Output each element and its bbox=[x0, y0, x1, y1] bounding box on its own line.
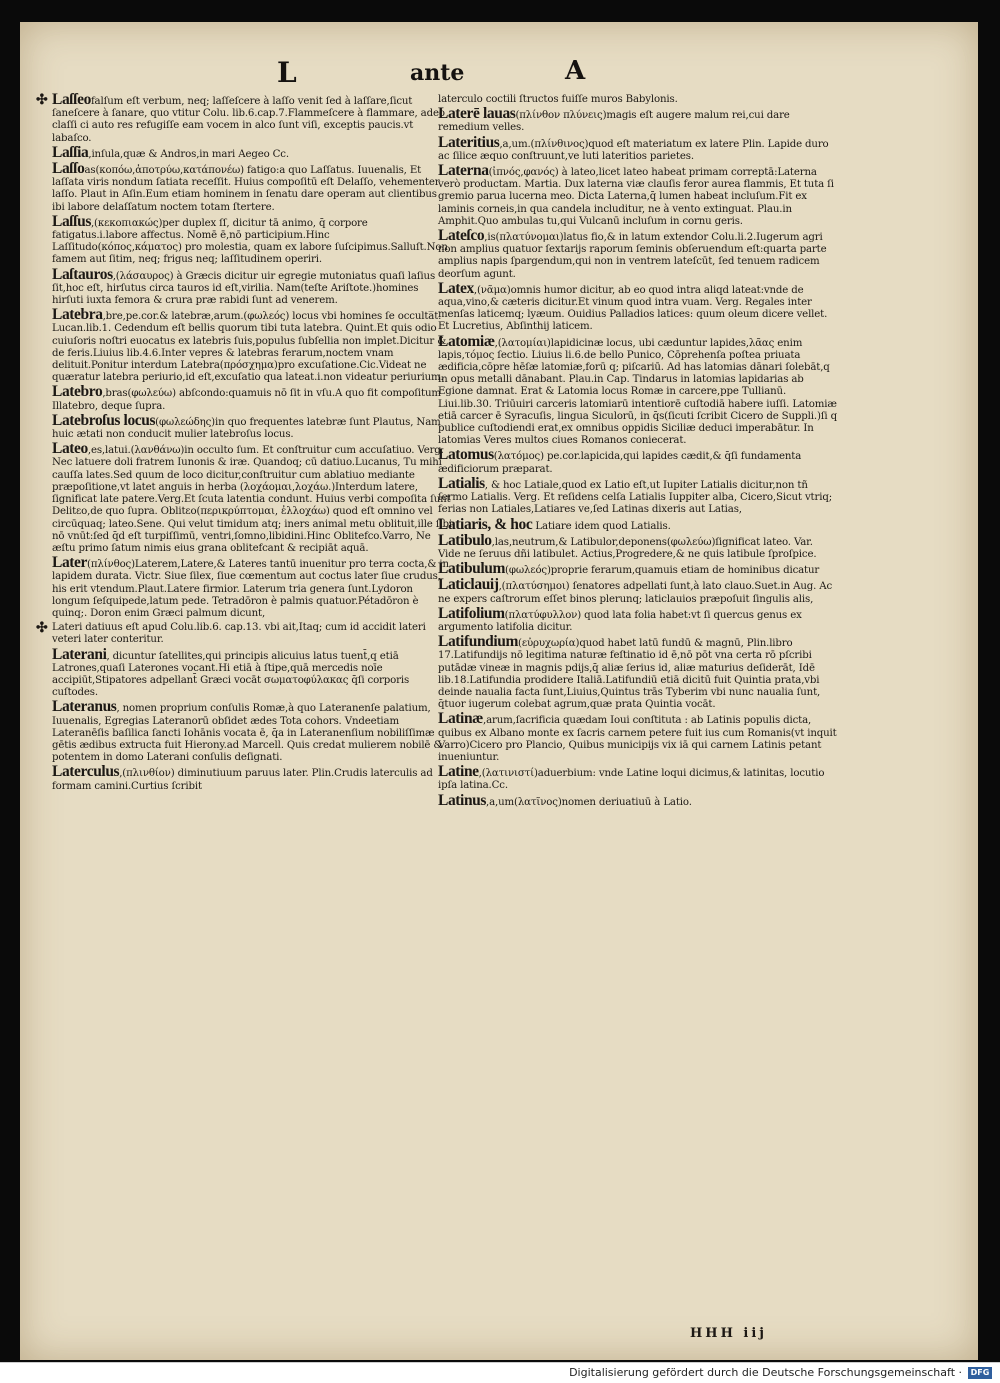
dictionary-entry bbox=[438, 162, 838, 228]
entry-headword: Lateo bbox=[52, 440, 88, 458]
entry-headword: Latebra bbox=[52, 306, 103, 324]
book-page bbox=[20, 22, 978, 1360]
entry-headword: Latinus bbox=[438, 791, 487, 809]
entry-text: ,arum,ſacrificia quædam Ioui conſtituta : ab Latinis populis dicta, quibus ex Albano monte ex ſacris carnem petere fuit ius cum Romanis(vt inquit Varro)Cicero pro Plancio, Quibus municipijs vix iā qui carnem Latinis petant inueniuntur. bbox=[438, 715, 837, 763]
dictionary-entry bbox=[438, 531, 838, 561]
dictionary-entry bbox=[438, 710, 838, 764]
entry-text: ,(πλινθίον) diminutiuum paruus later. Plin.Crudis laterculis ad formam camini.Curtius ſcribit bbox=[52, 768, 433, 792]
entry-text: ,bre,pe.cor.& latebræ,arum.(φωλεός) locus vbi homines ſe occulta̅t. Lucan.lib.1. Cedendum eſt bellis quorum tibi tuta latebra. Quint.Et quis odio cuiuſoris noſtri euocatus ex latebris ſuis,populus ſubſellia non implet.Dicitur & de feris.Liuius lib.4.6.Inter vepres & latebras ferarum,noctem vnam delituit.Ponitur interdum Latebra(πρόσχημα)pro excuſatione.Cic.Videat ne quæratur latebra periurio,id eſt,excuſatio qua lateat.i.non videatur periurium. bbox=[52, 311, 447, 384]
entry-headword: Laterani bbox=[52, 645, 107, 663]
header-word: ante bbox=[410, 60, 465, 86]
entry-headword: Laterculus bbox=[52, 763, 120, 781]
entry-text: ,(λάσαυρος) à Græcis dicitur uir egregie mutoniatus quaſi laſius ſit,hoc eſt, hirſutus circa tauros id eſt,virilia. Nam(teſte Ariſtote.)homines hirſuti iuxta femora & crura præ rabidi ſunt ad venerem. bbox=[52, 270, 436, 307]
entry-headword: Laſſeo bbox=[52, 91, 91, 108]
entry-headword: Latex bbox=[438, 279, 474, 297]
entry-headword: Lateſco bbox=[438, 227, 485, 245]
entry-text: Latiare idem quod Latialis. bbox=[532, 520, 671, 532]
entry-headword: Laſſia bbox=[52, 143, 89, 161]
entry-text: (φωλεώδης)in quo frequentes latebræ ſunt Plautus, Nam huic ætati non conducit mulier latebroſus locus. bbox=[52, 416, 441, 441]
entry-headword: Laſtauros bbox=[52, 265, 113, 283]
dictionary-entry bbox=[52, 440, 452, 555]
header-letter-right: A bbox=[565, 56, 586, 86]
entry-text: Lateri datiuus eſt apud Colu.lib.6. cap.13. vbi ait,Itaq; cum id accidit lateri veteri later conteritur. bbox=[52, 622, 426, 646]
dictionary-entry bbox=[52, 554, 452, 620]
entry-text: ,a,um.(πλίνθινος)quod eſt materiatum ex latere Plin. Lapide duro ac ſilice æquo conſtruunt,ve luti lateritios parietes. bbox=[438, 138, 829, 162]
funding-note: Digitalisierung gefördert durch die Deutsche Forschungsgemeinschaft · bbox=[569, 1366, 962, 1379]
entry-headword: Latine bbox=[438, 763, 479, 781]
left-column bbox=[36, 91, 452, 795]
dictionary-entry bbox=[438, 133, 838, 163]
entry-text: as(κοπόω,ἀποτρύω,κατάπονέω) fatigo:a quo Laſſatus. Iuuenalis, Et laſſata viris nondum ſatiata receſſit. Huius compoſitū eſt Delaſſo, vehementer laſſo. Plaut in Aſin.Eum etiam hominem in ſenatu dare operam aut clientibus ibi labore delaſſatum noctem totam ſtertere. bbox=[52, 165, 440, 213]
entry-text: ,(λατομίαι)lapidicinæ locus, ubi cæduntur lapides,λᾶας enim lapis,τόμος ſectio. Liuius li.6.de bello Punico, Cōprehenſa poſtea priuata ædificia,cōpre hēſæ latomiæ,forū q; piſcariū. Ad has latomias dānari ſolebāt,q in opus metalli dānabant. Plau.in Cap. Tindarus in latomias lapidarias ab Egione damnat. Erat & Latomia locus Romæ in carcere,ppe Tullianū. Liui.lib.30. Triūuiri carceris latomiarū intentiorē cuſtodiā habere iuſſi. Latomiæ etiā carcer ē Syracuſis, lingua Siculorū, in q̄s(ſicuti ſcribit Cicero de Suppli.)ſi q publice cuſtodiendi erat,ex omnibus oppidis Siciliæ deduci imperabātur. In latomias Veres multos ciues Romanos coniecerat. bbox=[438, 337, 837, 447]
entry-text: ,a,um(λατῖνος)nomen deriuatiuū à Latio. bbox=[486, 796, 692, 808]
entry-text: ,bras(φωλεύω) abſcondo:quamuis nō ſit in vſu.A quo fit compoſitum Illatebro, deque ſupra. bbox=[52, 388, 441, 412]
entry-text: ,is(πλατύνομαι)latus fio,& in latum extendor Colu.li.2.Iugerum agri non amplius quatuor ſextarijs raporum ſeminis obſeruendum eſt:quarta parte amplius napis ſpargendum,qui non in ventrem lateſcūt, ſed tenuem radicem deorſum agunt. bbox=[438, 232, 827, 280]
signature-mark: HHH iij bbox=[690, 1326, 767, 1341]
entry-headword: Latomiæ bbox=[438, 332, 495, 350]
entry-text: (εὐρυχωρία)quod habet latū fundū & magnū, Plin.libro 17.Latifundijs nō legitima naturæ feſtinatio id ē,nō pōt vna certa rō pſcribi putādæ vineæ in magnis pdijs,q̄ aliæ ſerius id, aliæ maturius deſiderāt, Idē lib.18.Latifundia prodidere Italiā.Latifundiū etiā dicitū fuit Quintia prata,vbi deinde naualia facta ſunt,Liuius,Quintus trās Tyberim vbi nunc naualia ſunt, q̄tuor iugerum colebat agrum,quæ prata Quintia vocāt. bbox=[438, 638, 821, 711]
entry-text: , & hoc Latiale,quod ex Latio eſt,ut Iupiter Latialis dicitur,non tñ ſermo Latialis. Verg. Et reſidens celſa Latialis Iuppiter alba, Cicero,Sicut vtriq; ferias non Latiales,Latiares ve,ſed Latinas dixeris aut Latias, bbox=[438, 479, 832, 516]
entry-headword: Later bbox=[52, 554, 88, 572]
dictionary-entry bbox=[438, 474, 838, 517]
dictionary-entry bbox=[52, 306, 452, 384]
entry-headword: Latomus bbox=[438, 446, 494, 464]
dictionary-entry bbox=[52, 763, 452, 792]
entry-headword: Laſſo bbox=[52, 160, 85, 178]
entry-headword: Laterē lauas bbox=[438, 105, 516, 123]
dictionary-entry bbox=[438, 279, 838, 334]
dictionary-entry bbox=[52, 212, 452, 267]
dictionary-entry bbox=[52, 143, 452, 161]
dictionary-entry bbox=[438, 791, 838, 809]
entry-text: (φωλεός)proprie ferarum,quamuis etiam de hominibus dicatur bbox=[505, 565, 820, 577]
entry-headword: Laterna bbox=[438, 162, 489, 180]
entry-text: (ἰπνός,φανός) à lateo,licet lateo habeat primam correptā:Laterna verò productam. Martia. Dux laterna viæ clauſis feror aurea flammis, Et tuta ſi gremio parua lucerna meo. Dicta Laterna,q̄ lumen habeat incluſum.Fit ex laminis corneis,in qua candela includitur, ne à vento extinguat. Plau.in Amphit.Quo ambulas tu,qui Vulcanū incluſum in cornu geris. bbox=[438, 167, 834, 227]
entry-text: falſum eſt verbum, neq; laſſeſcere à laſſo venit ſed à laſſare,ſicut ſaneſcere à ſanare, quo vtitur Colu. lib.6.cap.7.Flammeſcere à flammare, adeo claſſi ci auto res refugiſſe eam vocem in alco ſunt viſi, exceptis paucis.vt labaſco. bbox=[52, 96, 445, 144]
dictionary-entry bbox=[438, 227, 838, 281]
entry-text: (πλίνθον πλύνεις)magis eſt augere malum rei,cui dare remedium velles. bbox=[438, 110, 790, 134]
entry-headword: Latebroſus locus bbox=[52, 411, 156, 429]
dictionary-entry bbox=[438, 576, 838, 605]
entry-text: ,es,latui.(λανθάνω)in occulto ſum. Et conſtruitur cum accuſatiuo. Verg. Nec latuere doli fratrem Iunonis & iræ. Quandoq; cū datiuo.Lucanus, Tu mihi cauſſa lates.Sed quum de loco dicitur,conſtruitur cum ablatiuo mediante præpoſitione,vt latet anguis in herba (λοχάομαι,λοχάω.)Interdum latere, ſignificat late patere.Verg.Et ſcuta latentia condunt. Huius verbi compoſita ſunt Delitεo,de quo ſupra. Oblitεo(περικρύπτομαι, ἐλλοχάω) quod eſt omnino vel circūquaq; lateo.Sene. Qui velut timidum atq; iners animal metu oblituit,ille ſibi nō vnūt:ſed q̄d eſt turpiſſimū, ventri,ſomno,libidini.Hinc Oblitefco.Varro, Ne æſtu primo ſatum nimis eius grana oblitefcant & recipiāt aquā. bbox=[52, 445, 452, 554]
entry-text: ,(κεκοπιακώς)per duplex ſſ, dicitur tā animo, q̄ corpore fatigatus.i.labore affectus. Nomē ē,nō participium.Hinc Laſſitudo(κόπος,κάματος) pro molestia, quam ex labore ſuſcipimus.Salluſt.Non famem aut ſitim, neq; frigus neq; laſſitudinem operiri. bbox=[52, 217, 448, 266]
dictionary-entry bbox=[438, 560, 838, 578]
entry-headword: Latibulum bbox=[438, 560, 506, 578]
entry-headword: Lateritius bbox=[438, 133, 500, 151]
entry-headword: Latialis bbox=[438, 474, 485, 492]
entry-text: (πλίνθος)Laterem,Latere,& Lateres tantū inuenitur pro terra cocta,& in lapidem durata. Victr. Siue ſilex, ſiue cœmentum aut coctus later ſiue crudus, his erit vtendum.Plaut.Latere firmior. Laterum tria genera ſunt.Lydoron longum ſeſquipede,latum pede. Tetradōron è palmis quatuor.Pétadōron è quinq;. Doron enim Græci palmum dicunt, bbox=[52, 559, 449, 619]
dictionary-entry bbox=[438, 105, 838, 134]
entry-headword: Latiaris, & hoc bbox=[438, 515, 533, 533]
dictionary-entry bbox=[52, 160, 452, 214]
dictionary-entry bbox=[438, 604, 838, 634]
dictionary-entry bbox=[438, 633, 838, 711]
entry-text: ,inſula,quæ & Andros,in mari Aegeo Cc. bbox=[88, 148, 289, 160]
dictionary-entry bbox=[36, 91, 452, 145]
entry-text: ,(λατινιστί)aduerbium: vnde Latine loqui dicimus,& latinitas, locutio ipſa latina.Cc. bbox=[438, 768, 825, 792]
header-letter-left: L bbox=[277, 56, 297, 89]
running-header bbox=[20, 56, 978, 96]
dictionary-entry bbox=[52, 383, 452, 412]
entry-text: ,las,neutrum,& Latibulor,deponens(φωλεύω)ſignificat lateo. Var. Vide ne ſeruus dñi latibulet. Actius,Progredere,& ne quis latibule ſproſpice. bbox=[438, 536, 817, 560]
margin-mark: ✣ bbox=[36, 92, 48, 108]
margin-mark: ✣ bbox=[36, 620, 48, 637]
dictionary-entry bbox=[438, 332, 838, 448]
entry-headword: Laſſus bbox=[52, 212, 91, 230]
entry-headword: Latibulo bbox=[438, 531, 492, 549]
dictionary-entry bbox=[52, 698, 452, 764]
dictionary-entry bbox=[438, 763, 838, 792]
dictionary-entry bbox=[438, 446, 838, 475]
entry-text: ,(πλατύσημοι) ſenatores adpellati ſunt,à lato clauo.Suet.in Aug. Ac ne expers caſtrorum eſſet binos plerunq; laticlauios præpoſuit ſingulis alis, bbox=[438, 581, 833, 605]
dfg-logo: DFG bbox=[968, 1367, 992, 1379]
entry-headword: Laticlauij bbox=[438, 576, 499, 594]
dictionary-entry bbox=[52, 645, 452, 700]
footer-bar bbox=[0, 1362, 1000, 1383]
entry-text: , dicuntur ſatellites,qui principis alicuius latus tuent̄,q etiā Latrones,quaſi Laterones vocant.Hi etiā à ſtipe,quā mercedis noīe accipiūt,Stipatores adpellant̄ Græci vocāt σωματοφύλακας q̄ſi corporis cuſtodes. bbox=[52, 650, 410, 699]
entry-headword: Latebro bbox=[52, 383, 103, 401]
right-column bbox=[438, 94, 838, 811]
dictionary-entry bbox=[438, 515, 838, 533]
dictionary-entry bbox=[52, 265, 452, 308]
entry-text: (πλατύφυλλον) quod lata folia habet:vt ſi quercus genus ex argumento latifolia dicitur. bbox=[438, 609, 802, 633]
dictionary-entry bbox=[36, 620, 452, 646]
entry-text: laterculo coctili ſtructos fuiſſe muros Babylonis. bbox=[438, 94, 678, 105]
entry-text: , nomen proprium conſulis Romæ,à quo Lateranenſe palatium, Iuuenalis, Egregias Lateranorū obſidet ædes Tota cohors. Vndeetiam Lateranēſis baſilica ſancti Iohānis vocata ē, q̄a in Lateranenſium nobiliſſimæ gētis ædibus extructa fuit Hierony.ad Marcell. Quis credat mulierem nobilē & potentem in domo Laterani conſulis deſignati. bbox=[52, 703, 443, 764]
dictionary-entry bbox=[52, 411, 452, 441]
entry-headword: Lateranus bbox=[52, 698, 117, 716]
entry-headword: Latifundium bbox=[438, 633, 519, 651]
entry-text: ,(νᾶμα)omnis humor dicitur, ab eo quod intra aliqd lateat:vnde de aqua,vino,& cæteris dicitur.Et vinum quod intra vuam. Verg. Regales inter menſas laticemq; lyæum. Ouidius Palladios latices: quum oleum dicere vellet. Et Lucretius, Abſinthij laticem. bbox=[438, 284, 828, 333]
entry-text: (λατόμος) pe.cor.lapicida,qui lapides cædit,& q̄ſi fundamenta ædificiorum præparat. bbox=[438, 451, 802, 475]
entry-headword: Latifolium bbox=[438, 604, 505, 622]
entry-headword: Latinæ bbox=[438, 710, 483, 728]
